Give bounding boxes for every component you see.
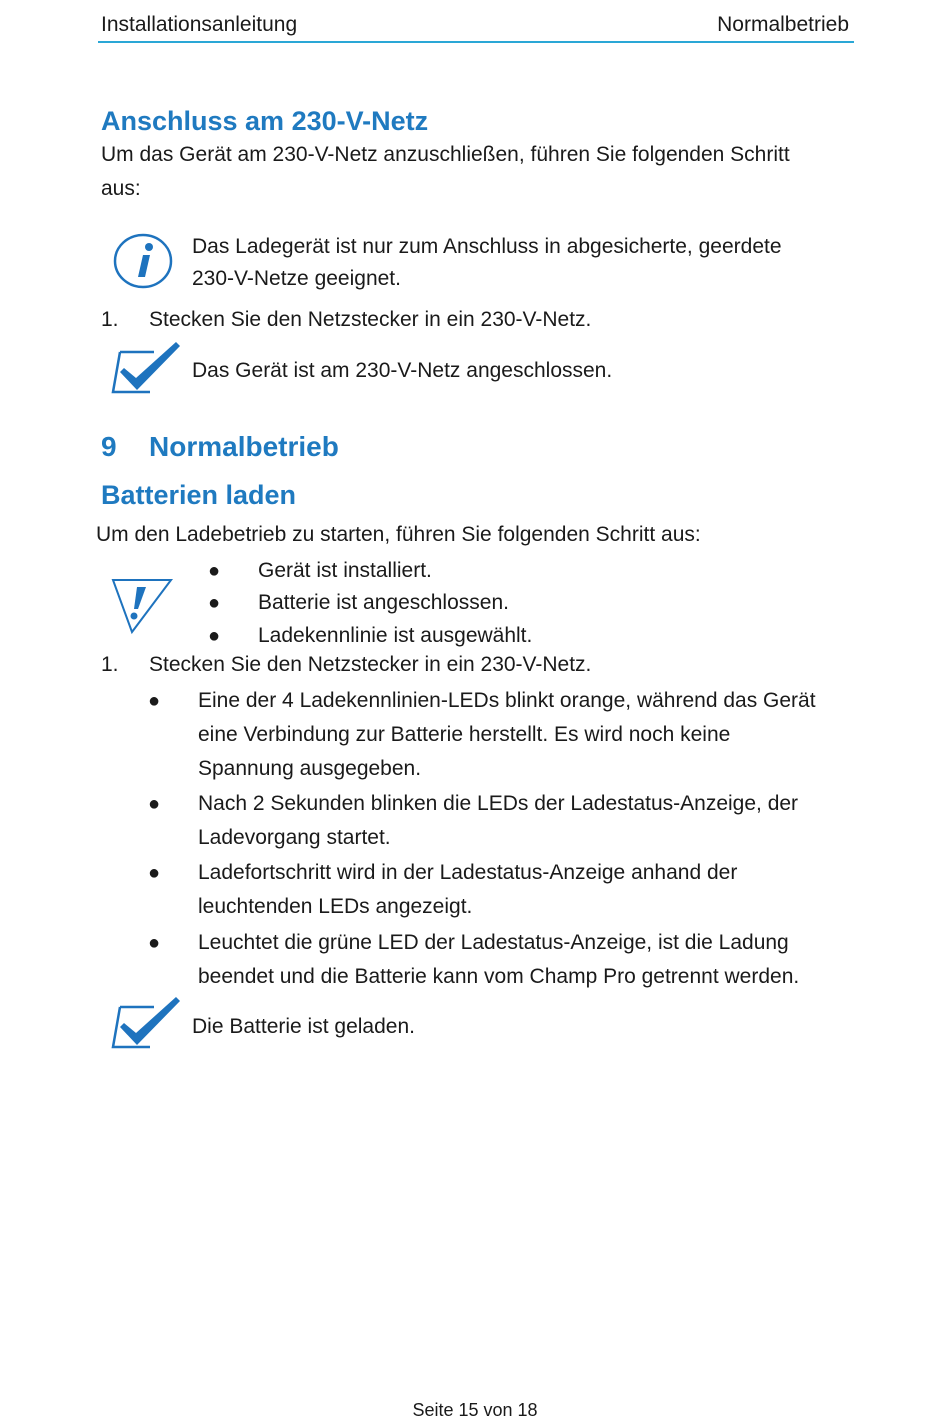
list-bullet: ●	[148, 690, 161, 712]
header-left-title: Installationsanleitung	[101, 13, 298, 36]
list-item-line: Eine der 4 Ladekennlinien-LEDs blinkt orange, während das Gerät	[198, 689, 816, 712]
list-item-line: Leuchtet die grüne LED der Ladestatus-Anzeige, ist die Ladung	[198, 931, 789, 954]
info-note-line-1: Das Ladegerät ist nur zum Anschluss in abgesicherte, geerdete	[192, 235, 782, 258]
list-item-line: Ladevorgang startet.	[198, 826, 391, 849]
prereq-bullet: ●	[208, 625, 221, 647]
list-item-line: Nach 2 Sekunden blinken die LEDs der Ladestatus-Anzeige, der	[198, 792, 799, 815]
prereq-bullet: ●	[208, 592, 221, 614]
header-divider	[98, 41, 854, 43]
section-heading-charge: Batterien laden	[101, 480, 297, 510]
list-bullet: ●	[148, 862, 161, 884]
prereq-item: Ladekennlinie ist ausgewählt.	[258, 624, 533, 647]
connect-step-number: 1.	[101, 308, 119, 331]
charge-intro: Um den Ladebetrieb zu starten, führen Sie folgenden Schritt aus:	[96, 523, 701, 546]
list-bullet: ●	[148, 793, 161, 815]
prereq-item: Gerät ist installiert.	[258, 559, 432, 582]
charge-result-text: Die Batterie ist geladen.	[192, 1015, 415, 1038]
list-item-line: beendet und die Batterie kann vom Champ Pro getrennt werden.	[198, 965, 800, 988]
prereq-bullet: ●	[208, 560, 221, 582]
charge-step-text: Stecken Sie den Netzstecker in ein 230-V-Netz.	[149, 653, 592, 676]
checkmark-icon	[110, 993, 182, 1053]
exclamation-triangle-icon	[110, 575, 174, 635]
connect-result-text: Das Gerät ist am 230-V-Netz angeschlossen.	[192, 359, 613, 382]
checkmark-icon	[110, 338, 182, 398]
chapter-number: 9	[101, 431, 117, 462]
info-note-line-2: 230-V-Netze geeignet.	[192, 267, 401, 290]
list-item-line: leuchtenden LEDs angezeigt.	[198, 895, 473, 918]
chapter-title: Normalbetrieb	[149, 431, 339, 462]
page-number: Seite 15 von 18	[412, 1400, 538, 1420]
section-heading-connect: Anschluss am 230-V-Netz	[101, 106, 429, 136]
connect-step-text: Stecken Sie den Netzstecker in ein 230-V-Netz.	[149, 308, 592, 331]
header-right-title: Normalbetrieb	[717, 13, 849, 36]
list-item-line: eine Verbindung zur Batterie herstellt. Es wird noch keine	[198, 723, 731, 746]
prereq-item: Batterie ist angeschlossen.	[258, 591, 509, 614]
connect-intro-line-1: Um das Gerät am 230-V-Netz anzuschließen, führen Sie folgenden Schritt	[101, 143, 790, 166]
info-icon	[112, 232, 174, 290]
list-item-line: Ladefortschritt wird in der Ladestatus-Anzeige anhand der	[198, 861, 738, 884]
charge-step-number: 1.	[101, 653, 119, 676]
list-bullet: ●	[148, 932, 161, 954]
connect-intro-line-2: aus:	[101, 177, 141, 200]
list-item-line: Spannung ausgegeben.	[198, 757, 422, 780]
